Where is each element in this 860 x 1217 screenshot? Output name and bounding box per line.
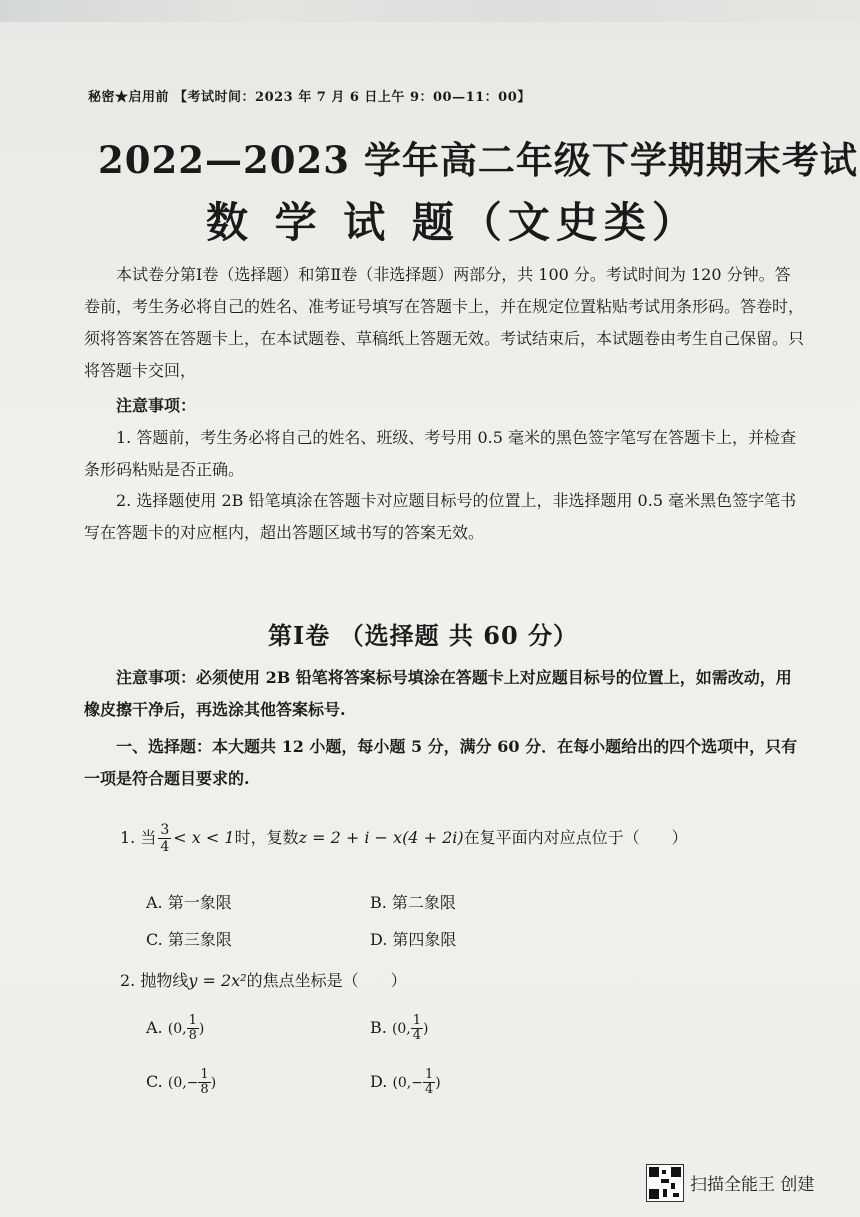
note-item: 2. 选择题使用 2B 铅笔填涂在答题卡对应题目标号的位置上，非选择题用 0.5 毫米黑色签字笔书写在答题卡的对应框内，超出答题区域书写的答案无效。 (84, 491, 797, 542)
option-fraction (423, 1068, 435, 1097)
option-label: A. (146, 1018, 163, 1037)
q1-option-a: A. 第一象限 (146, 893, 232, 912)
q2-option-b (370, 1014, 429, 1043)
question-1 (120, 822, 688, 855)
q1-option-b: B. 第二象限 (370, 893, 456, 912)
option-post: ) (210, 1075, 217, 1091)
option-fraction (198, 1068, 210, 1097)
option-post: ) (198, 1021, 205, 1037)
option-fraction (411, 1014, 423, 1043)
option-frac-num: 1 (188, 1013, 197, 1028)
option-frac-den: 8 (200, 1082, 209, 1097)
option-frac-den: 4 (425, 1082, 434, 1097)
scanner-watermark: 扫描全能王 创建 (690, 1175, 815, 1195)
option-frac-den: 8 (188, 1028, 197, 1043)
option-frac-num: 1 (412, 1013, 422, 1028)
note-item: 1. 答题前，考生务必将自己的姓名、班级、考号用 0.5 毫米的黑色签字笔写在答题卡上，并检查条形码粘贴是否正确。 (84, 428, 796, 479)
q1-option-d: D. 第四象限 (370, 930, 457, 949)
q1-frac-num: 3 (160, 822, 170, 838)
exam-header: 秘密★启用前 【考试时间：2023 年 7 月 6 日上午 9：00—11：00】 (88, 90, 531, 105)
exam-title: 2022—2023 学年高二年级下学期期末考试 (98, 138, 858, 182)
option-pre: (0, (167, 1021, 187, 1037)
q2-option-d (370, 1068, 441, 1097)
option-frac-den: 4 (412, 1028, 422, 1043)
q2-option-a (146, 1014, 204, 1043)
option-frac-num: 1 (200, 1067, 209, 1082)
option-fraction (187, 1014, 199, 1043)
q1-option-c: C. 第三象限 (146, 930, 232, 949)
q1-condition: < x < 1 (173, 828, 235, 847)
notes-heading: 注意事项： (116, 396, 197, 415)
option-pre: (0,− (392, 1075, 423, 1091)
scan-edge (0, 0, 860, 22)
intro-paragraph: 本试卷分第Ⅰ卷（选择题）和第Ⅱ卷（非选择题）两部分，共 100 分。考试时间为 120 分钟。答卷前，考生务必将自己的姓名、准考证号填写在答题卡上，并在规定位置粘贴考试用条形码。答卷时，须将答案答在答题卡上，在本试题卷、草稿纸上答题无效。考试结束后，本试题卷由考生自己保留。只将答题卡交回， (84, 265, 805, 380)
option-label: C. (146, 1072, 163, 1091)
option-pre: (0,− (167, 1075, 199, 1091)
option-post: ) (435, 1075, 441, 1091)
q2-suffix: 的焦点坐标是（ ） (246, 971, 407, 990)
qr-code-icon (646, 1164, 684, 1202)
option-label: B. (370, 1018, 387, 1037)
q1-suffix: 在复平面内对应点位于（ ） (463, 828, 688, 847)
section-instructions: 注意事项：必须使用 2B 铅笔将答案标号填涂在答题卡上对应题目标号的位置上，如需改动，用橡皮擦干净后，再选涂其他答案标号. (84, 668, 792, 719)
option-frac-num: 1 (425, 1067, 434, 1082)
q1-expression: z = 2 + i − x(4 + 2i) (298, 828, 464, 847)
exam-subtitle: 数 学 试 题（文史类） (206, 198, 700, 247)
q1-frac-den: 4 (160, 839, 170, 855)
q2-expression: y = 2x² (188, 971, 247, 990)
choice-intro: 一、选择题：本大题共 12 小题，每小题 5 分，满分 60 分．在每小题给出的四个选项中，只有一项是符合题目要求的. (84, 737, 798, 788)
option-pre: (0, (391, 1021, 411, 1037)
option-post: ) (423, 1021, 429, 1037)
option-label: D. (370, 1072, 388, 1091)
q2-option-c (146, 1068, 216, 1097)
q2-prefix: 2. 抛物线 (120, 971, 189, 990)
section-title: 第Ⅰ卷 （选择题 共 60 分） (268, 621, 579, 650)
q1-mid: 时，复数 (234, 828, 299, 847)
question-2 (120, 968, 407, 991)
q1-fraction (158, 822, 171, 855)
q1-prefix: 1. 当 (120, 828, 157, 847)
